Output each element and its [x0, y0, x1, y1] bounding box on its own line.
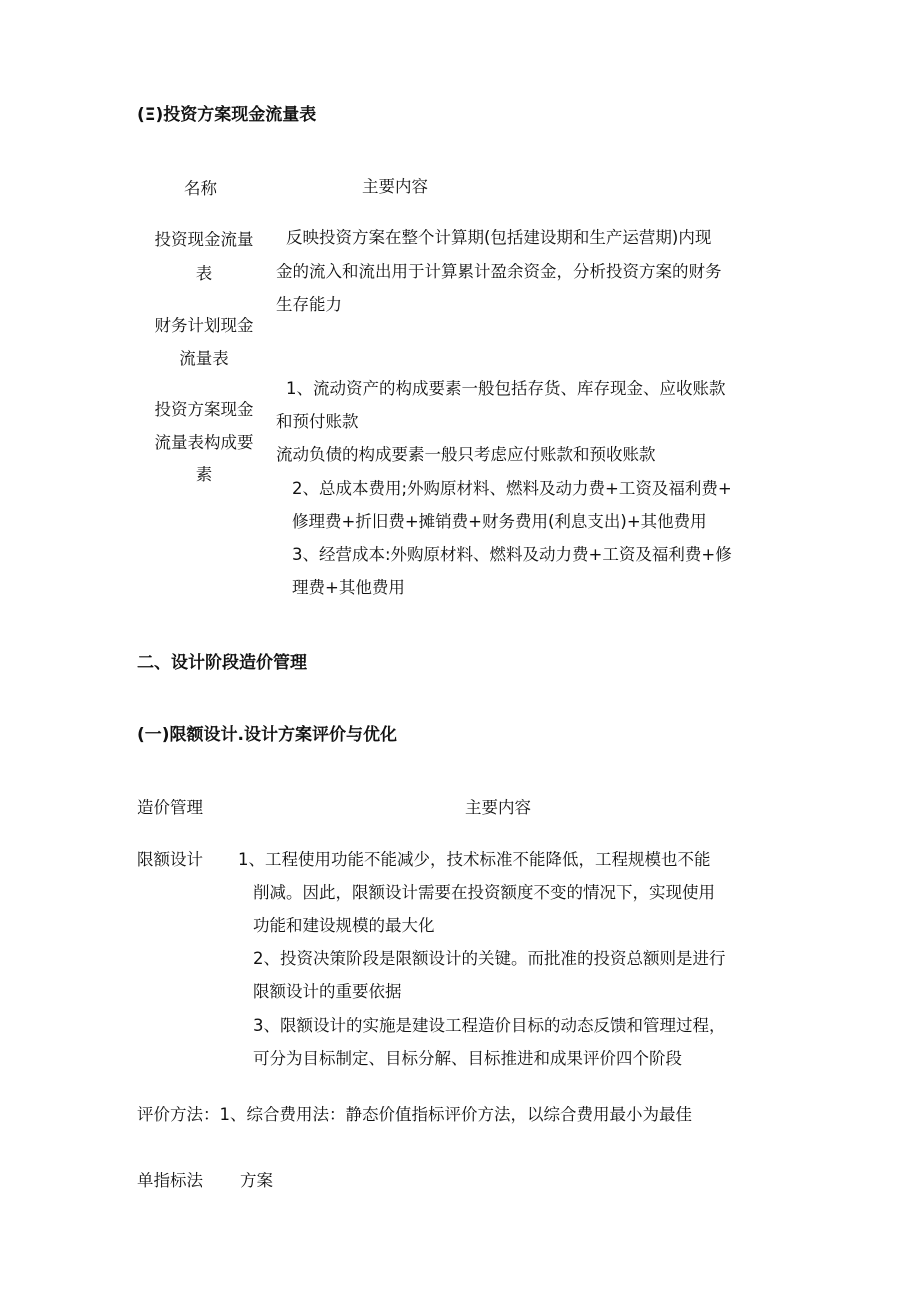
subsection-heading-limit-design: (一)限额设计.设计方案评价与优化 — [137, 725, 397, 745]
table1-header-content: 主要内容 — [362, 177, 428, 196]
table1-row1-content-line2: 金的流入和流出用于计算累计盈余资金，分析投资方案的财务 — [276, 262, 722, 281]
table1-row3-content-line2: 和预付账款 — [276, 412, 359, 431]
single-index-value: 方案 — [240, 1171, 273, 1190]
table1-row3-content-line3: 流动负债的构成要素一般只考虑应付账款和预收账款 — [276, 445, 656, 464]
section-heading-investment-cashflow: (Ξ)投资方案现金流量表 — [137, 105, 317, 125]
table1-header-name: 名称 — [184, 179, 217, 198]
table2-content-line1: 1、工程使用功能不能减少，技术标准不能降低，工程规模也不能 — [238, 850, 711, 869]
single-index-label: 单指标法 — [137, 1171, 203, 1190]
table2-header-content: 主要内容 — [465, 798, 531, 817]
table2-content-line5: 限额设计的重要依据 — [253, 982, 402, 1001]
table1-row3-content-line7: 理费+其他费用 — [292, 578, 405, 597]
table1-row3-name-line3: 素 — [195, 465, 213, 484]
table2-content-line3: 功能和建设规模的最大化 — [253, 916, 435, 935]
section-heading-design-phase: 二、设计阶段造价管理 — [137, 653, 307, 673]
table2-content-line7: 可分为目标制定、目标分解、目标推进和成果评价四个阶段 — [253, 1049, 682, 1068]
table2-row-name: 限额设计 — [137, 850, 203, 869]
table1-row1-content-line1: 反映投资方案在整个计算期(包括建设期和生产运营期)内现 — [286, 228, 712, 247]
table2-header-name: 造价管理 — [137, 798, 203, 817]
table2-content-line2: 削减。因此，限额设计需要在投资额度不变的情况下，实现使用 — [253, 883, 715, 902]
table1-row1-name-line1: 投资现金流量 — [154, 230, 254, 249]
table1-row3-content-line6: 3、经营成本:外购原材料、燃料及动力费+工资及福利费+修 — [292, 545, 732, 564]
evaluation-method-line: 评价方法：1、综合费用法：静态价值指标评价方法，以综合费用最小为最佳 — [137, 1105, 692, 1124]
table1-row3-content-line4: 2、总成本费用;外购原材料、燃料及动力费+工资及福利费+ — [292, 479, 732, 498]
table1-row3-content-line5: 修理费+折旧费+摊销费+财务费用(利息支出)+其他费用 — [292, 512, 707, 531]
table1-row2-name-line2: 流量表 — [179, 349, 229, 368]
table1-row1-content-line3: 生存能力 — [276, 295, 342, 314]
table2-content-line6: 3、限额设计的实施是建设工程造价目标的动态反馈和管理过程， — [253, 1016, 726, 1035]
table1-row1-name-line2: 表 — [195, 264, 213, 283]
table2-content-line4: 2、投资决策阶段是限额设计的关键。而批准的投资总额则是进行 — [253, 949, 726, 968]
table1-row2-name-line1: 财务计划现金 — [154, 316, 254, 335]
table1-row3-name-line1: 投资方案现金 — [154, 400, 254, 419]
table1-row3-name-line2: 流量表构成要 — [154, 433, 254, 452]
table1-row3-content-line1: 1、流动资产的构成要素一般包括存货、库存现金、应收账款 — [286, 379, 726, 398]
